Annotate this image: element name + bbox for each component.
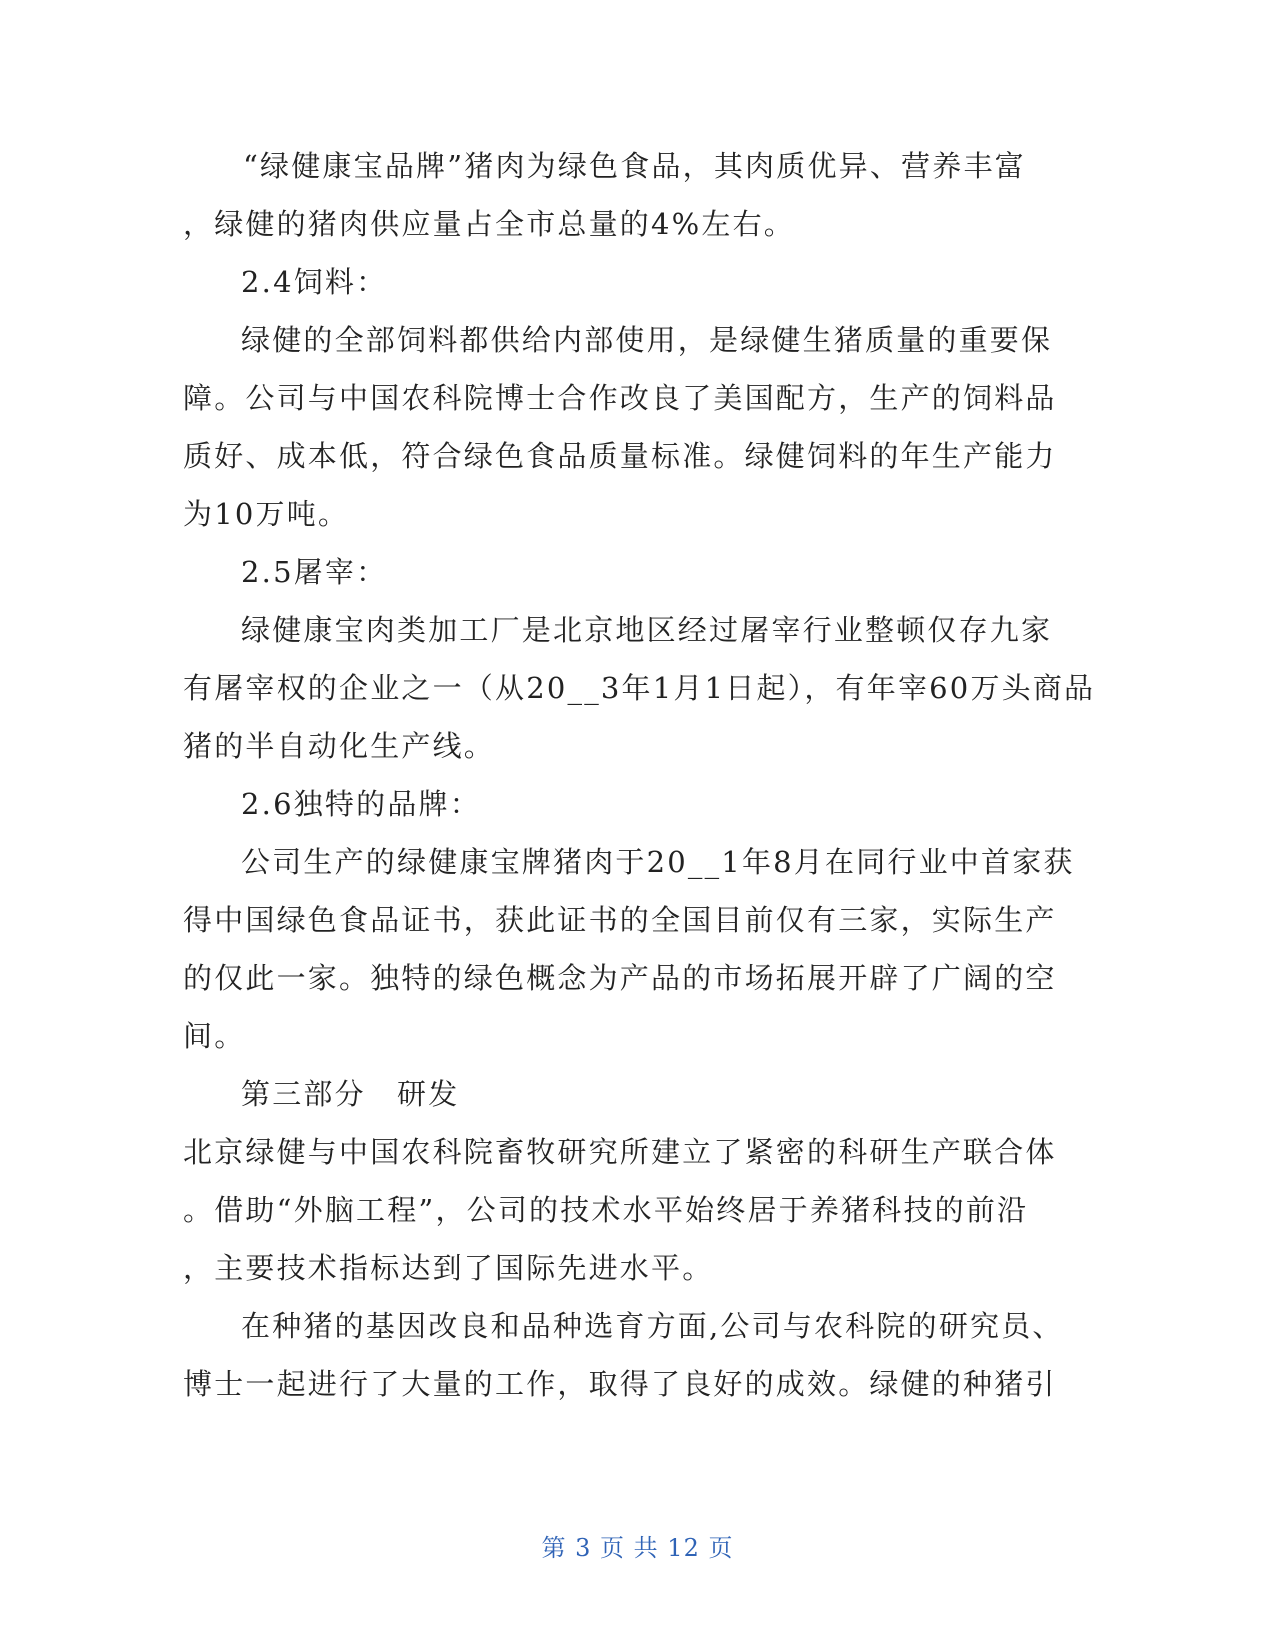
- paragraph-line: 在种猪的基因改良和品种选育方面,公司与农科院的研究员、: [241, 1309, 1064, 1343]
- part-heading: 第三部分 研发: [241, 1077, 460, 1111]
- paragraph-line: 障。公司与中国农科院博士合作改良了美国配方，生产的饲料品: [183, 381, 1057, 415]
- paragraph-line: ，主要技术指标达到了国际先进水平。: [183, 1251, 714, 1285]
- paragraph-line: 猪的半自动化生产线。: [183, 729, 496, 763]
- paragraph-line: 公司生产的绿健康宝牌猪肉于20__1年8月在同行业中首家获: [241, 845, 1075, 879]
- paragraph-line: 北京绿健与中国农科院畜牧研究所建立了紧密的科研生产联合体: [183, 1135, 1057, 1169]
- paragraph-line: “绿健康宝品牌”猪肉为绿色食品，其肉质优异、营养丰富: [243, 149, 1026, 183]
- paragraph-line: 绿健的全部饲料都供给内部使用，是绿健生猪质量的重要保: [241, 323, 1053, 357]
- paragraph-line: 。借助“外脑工程”，公司的技术水平始终居于养猪科技的前沿: [183, 1193, 1029, 1227]
- section-heading-2-5: 2.5屠宰：: [241, 555, 388, 589]
- paragraph-line: 有屠宰权的企业之一（从20__3年1月1日起），有年宰60万头商品: [183, 671, 1096, 705]
- paragraph-line: 为10万吨。: [183, 497, 350, 531]
- paragraph-line: 得中国绿色食品证书，获此证书的全国目前仅有三家，实际生产: [183, 903, 1057, 937]
- section-heading-2-4: 2.4饲料：: [241, 265, 388, 299]
- section-heading-2-6: 2.6独特的品牌：: [241, 787, 481, 821]
- paragraph-line: 间。: [183, 1019, 246, 1053]
- paragraph-line: 的仅此一家。独特的绿色概念为产品的市场拓展开辟了广阔的空: [183, 961, 1057, 995]
- paragraph-line: ，绿健的猪肉供应量占全市总量的4%左右。: [183, 207, 796, 241]
- paragraph-line: 绿健康宝肉类加工厂是北京地区经过屠宰行业整顿仅存九家: [241, 613, 1053, 647]
- paragraph-line: 质好、成本低，符合绿色食品质量标准。绿健饲料的年生产能力: [183, 439, 1057, 473]
- paragraph-line: 博士一起进行了大量的工作，取得了良好的成效。绿健的种猪引: [183, 1367, 1057, 1401]
- page-number-footer: 第 3 页 共 12 页: [541, 1534, 734, 1562]
